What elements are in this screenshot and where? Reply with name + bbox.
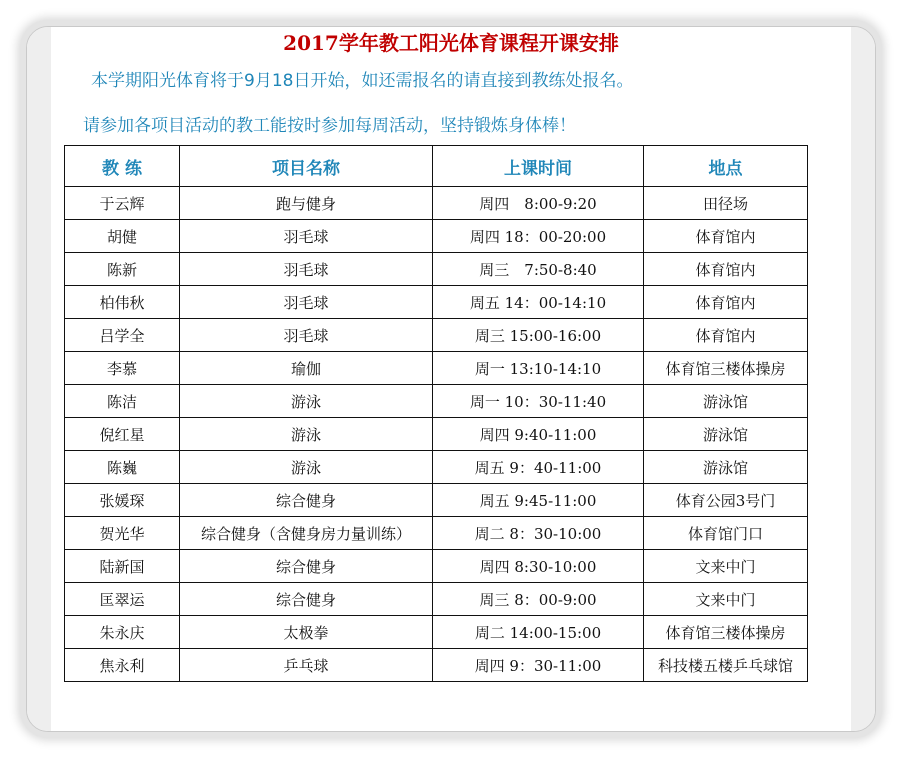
location-cell: 文来中门 xyxy=(644,550,808,583)
table-row xyxy=(65,286,808,319)
time-cell: 周四 18：00-20:00 xyxy=(433,220,644,253)
location-cell: 体育公园3号门 xyxy=(644,484,808,517)
time-cell: 周五 14：00-14:10 xyxy=(433,286,644,319)
coach-cell: 贺光华 xyxy=(65,517,180,550)
table-row xyxy=(65,550,808,583)
location-cell: 体育馆三楼体操房 xyxy=(644,352,808,385)
coach-cell: 朱永庆 xyxy=(65,616,180,649)
page-title: 2017学年教工阳光体育课程开课安排 xyxy=(283,31,619,55)
time-cell: 周三 7:50-8:40 xyxy=(433,253,644,286)
course-cell: 跑与健身 xyxy=(180,187,433,220)
course-cell: 综合健身（含健身房力量训练） xyxy=(180,517,433,550)
schedule-table xyxy=(64,145,808,682)
coach-cell: 李慕 xyxy=(65,352,180,385)
schedule-card xyxy=(26,26,876,732)
table-body xyxy=(65,187,808,682)
coach-cell: 吕学全 xyxy=(65,319,180,352)
header-location: 地点 xyxy=(644,146,808,187)
coach-cell: 焦永利 xyxy=(65,649,180,682)
coach-cell: 陈新 xyxy=(65,253,180,286)
time-cell: 周三 15:00-16:00 xyxy=(433,319,644,352)
coach-cell: 匡翠运 xyxy=(65,583,180,616)
header-course: 项目名称 xyxy=(180,146,433,187)
table-row xyxy=(65,385,808,418)
location-cell: 田径场 xyxy=(644,187,808,220)
table-row xyxy=(65,319,808,352)
notice-line-1: 本学期阳光体育将于9月18日开始，如还需报名的请直接到教练处报名。 xyxy=(91,71,634,91)
time-cell: 周三 8：00-9:00 xyxy=(433,583,644,616)
coach-cell: 胡健 xyxy=(65,220,180,253)
table-row xyxy=(65,484,808,517)
coach-cell: 于云辉 xyxy=(65,187,180,220)
card-right-margin xyxy=(851,27,875,731)
location-cell: 体育馆三楼体操房 xyxy=(644,616,808,649)
location-cell: 游泳馆 xyxy=(644,385,808,418)
location-cell: 体育馆内 xyxy=(644,286,808,319)
table-header-row xyxy=(65,146,808,187)
header-time: 上课时间 xyxy=(433,146,644,187)
table-row xyxy=(65,517,808,550)
coach-cell: 张媛琛 xyxy=(65,484,180,517)
course-cell: 综合健身 xyxy=(180,550,433,583)
time-cell: 周四 8:00-9:20 xyxy=(433,187,644,220)
notice-line-2: 请参加各项目活动的教工能按时参加每周活动，坚持锻炼身体棒！ xyxy=(83,116,576,136)
course-cell: 游泳 xyxy=(180,451,433,484)
coach-cell: 陈洁 xyxy=(65,385,180,418)
course-cell: 羽毛球 xyxy=(180,253,433,286)
table-row xyxy=(65,187,808,220)
time-cell: 周一 13:10-14:10 xyxy=(433,352,644,385)
time-cell: 周四 9：30-11:00 xyxy=(433,649,644,682)
time-cell: 周四 8:30-10:00 xyxy=(433,550,644,583)
course-cell: 乒乓球 xyxy=(180,649,433,682)
time-cell: 周一 10：30-11:40 xyxy=(433,385,644,418)
course-cell: 羽毛球 xyxy=(180,286,433,319)
course-cell: 游泳 xyxy=(180,418,433,451)
course-cell: 瑜伽 xyxy=(180,352,433,385)
table-row xyxy=(65,451,808,484)
header-coach: 教 练 xyxy=(65,146,180,187)
table-row xyxy=(65,649,808,682)
coach-cell: 陆新国 xyxy=(65,550,180,583)
table-row xyxy=(65,583,808,616)
card-left-margin xyxy=(27,27,51,731)
course-cell: 太极拳 xyxy=(180,616,433,649)
table-row xyxy=(65,220,808,253)
course-cell: 游泳 xyxy=(180,385,433,418)
location-cell: 文来中门 xyxy=(644,583,808,616)
location-cell: 体育馆门口 xyxy=(644,517,808,550)
table-row xyxy=(65,418,808,451)
location-cell: 游泳馆 xyxy=(644,418,808,451)
coach-cell: 倪红星 xyxy=(65,418,180,451)
location-cell: 游泳馆 xyxy=(644,451,808,484)
location-cell: 科技楼五楼乒乓球馆 xyxy=(644,649,808,682)
course-cell: 羽毛球 xyxy=(180,319,433,352)
time-cell: 周二 8：30-10:00 xyxy=(433,517,644,550)
time-cell: 周五 9:45-11:00 xyxy=(433,484,644,517)
time-cell: 周五 9：40-11:00 xyxy=(433,451,644,484)
time-cell: 周二 14:00-15:00 xyxy=(433,616,644,649)
course-cell: 综合健身 xyxy=(180,583,433,616)
location-cell: 体育馆内 xyxy=(644,253,808,286)
table-row xyxy=(65,616,808,649)
table-row xyxy=(65,352,808,385)
time-cell: 周四 9:40-11:00 xyxy=(433,418,644,451)
table-row xyxy=(65,253,808,286)
location-cell: 体育馆内 xyxy=(644,220,808,253)
coach-cell: 柏伟秋 xyxy=(65,286,180,319)
coach-cell: 陈巍 xyxy=(65,451,180,484)
course-cell: 综合健身 xyxy=(180,484,433,517)
location-cell: 体育馆内 xyxy=(644,319,808,352)
course-cell: 羽毛球 xyxy=(180,220,433,253)
